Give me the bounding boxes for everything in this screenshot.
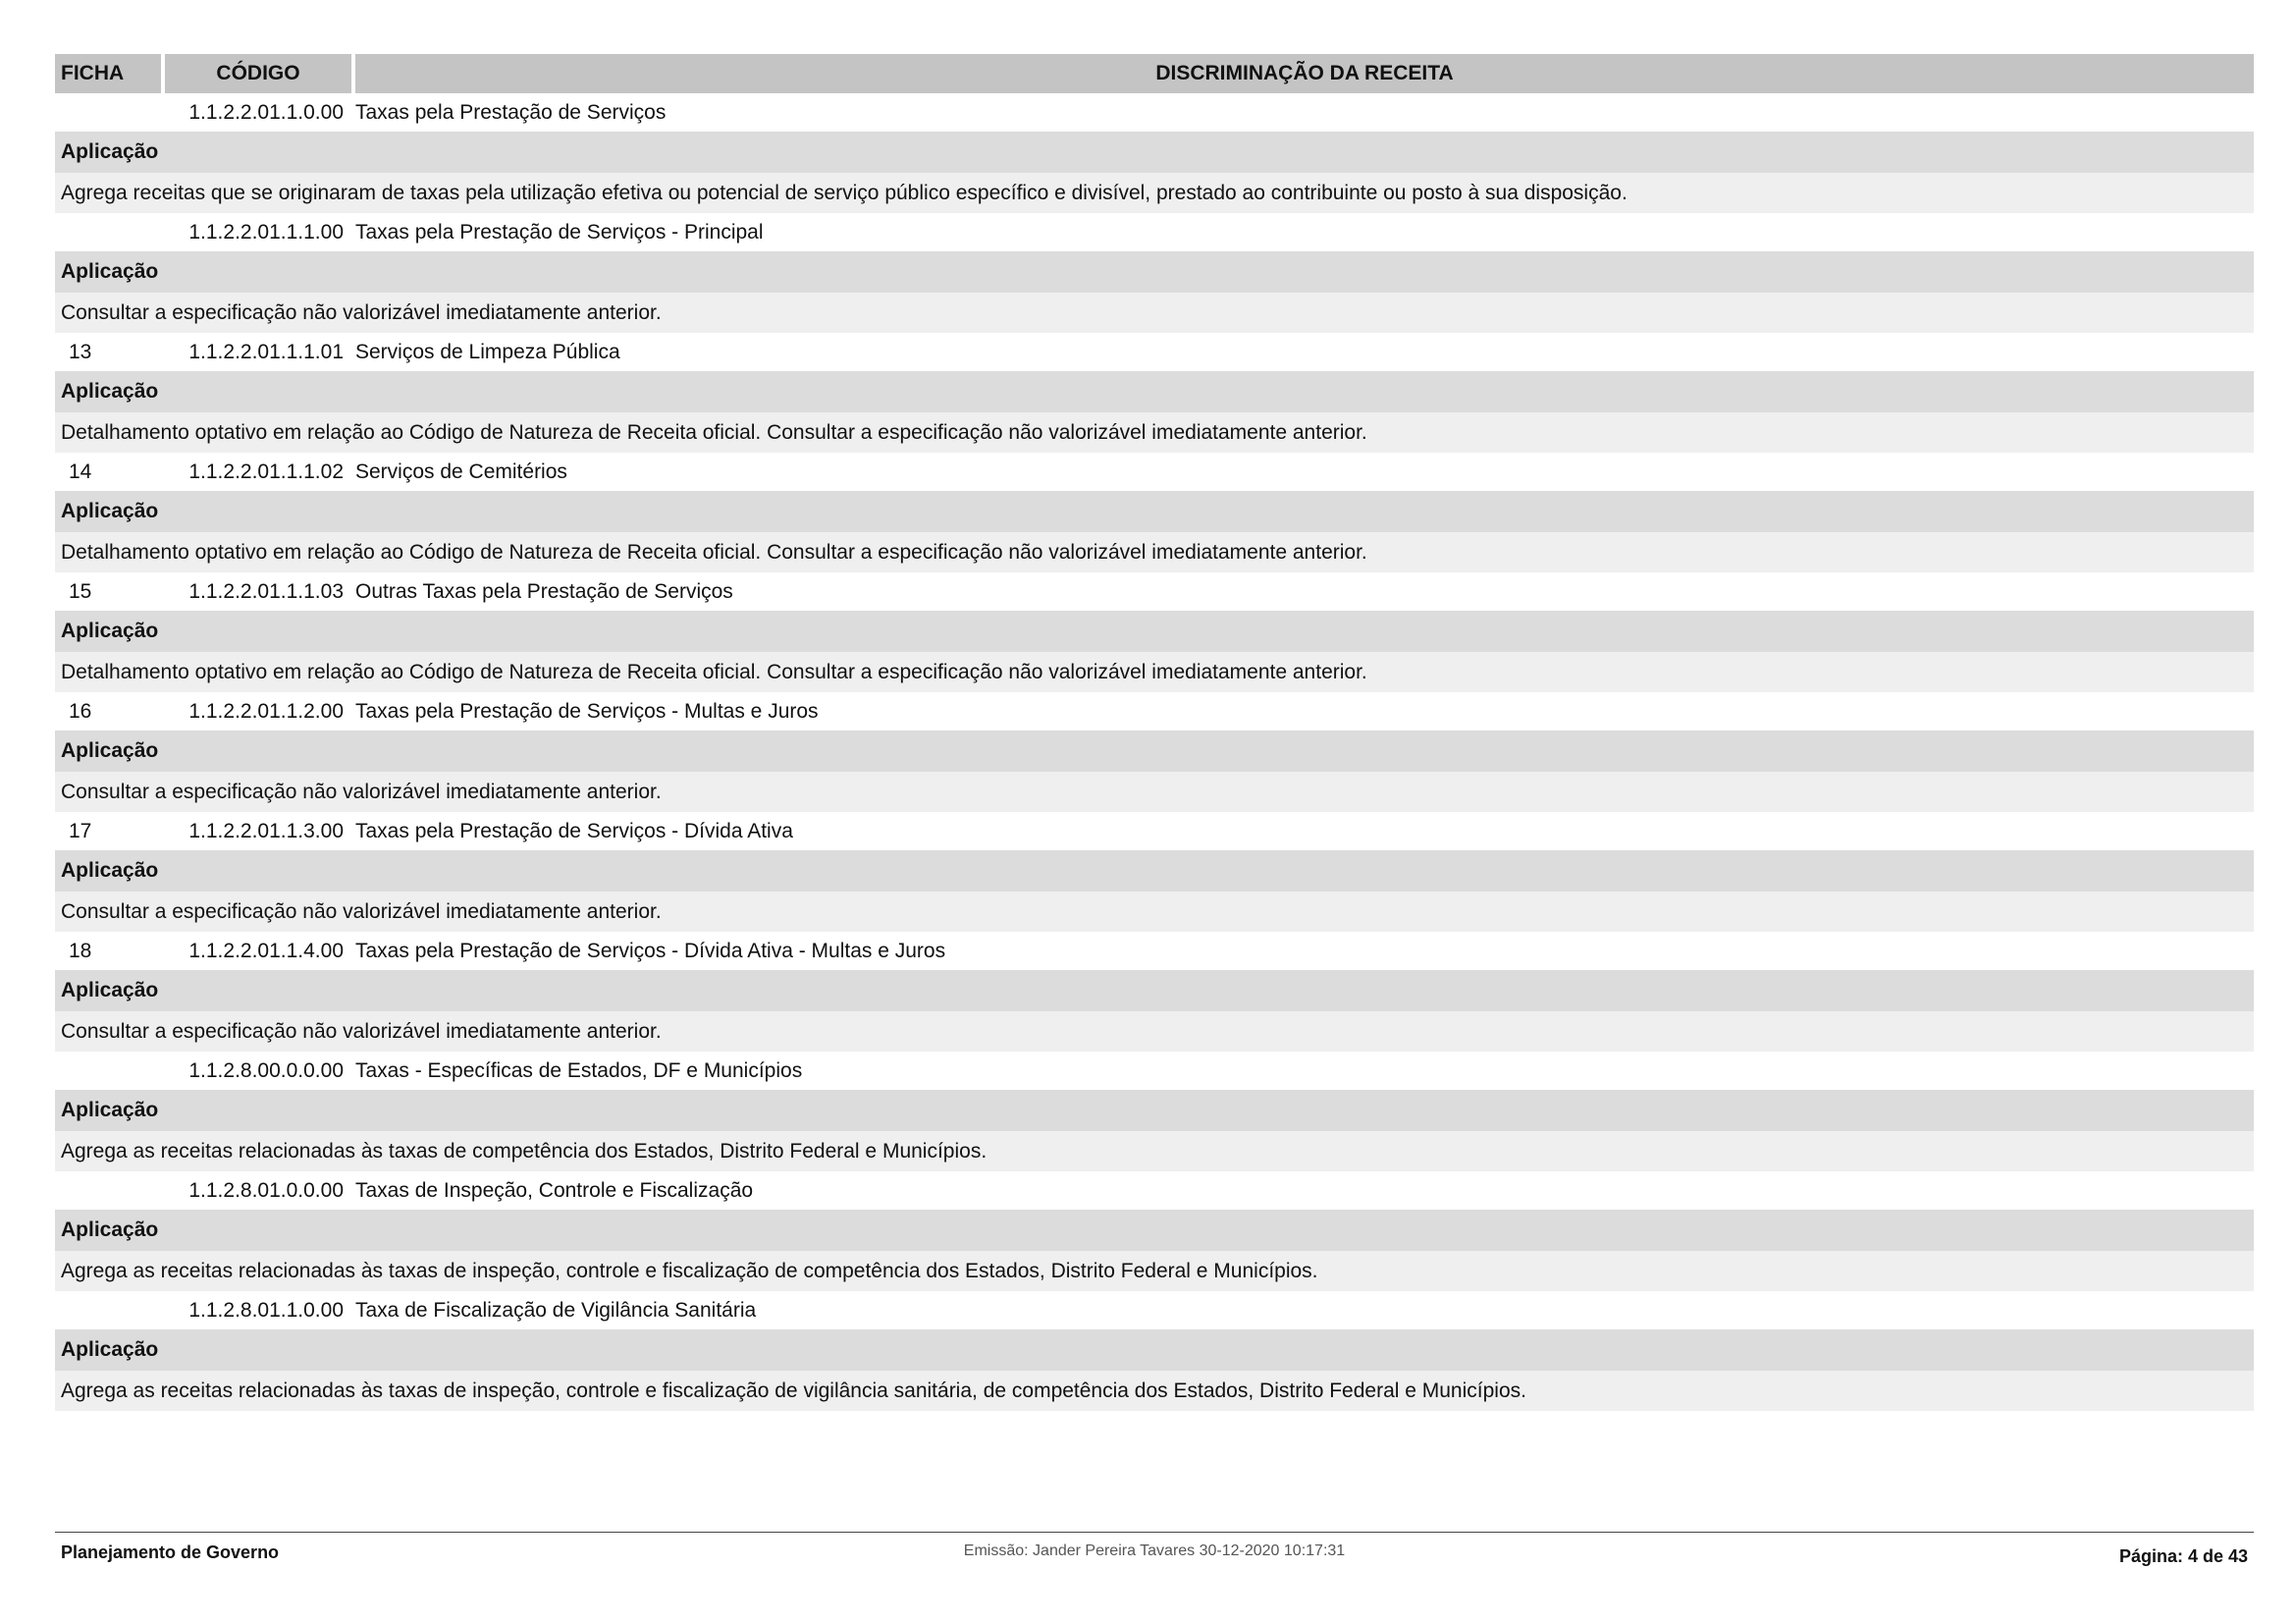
record-ficha: 18	[69, 939, 92, 962]
record-row	[55, 692, 2254, 730]
footer-emission: Emissão: Jander Pereira Tavares 30-12-2020 10:17:31	[963, 1542, 1346, 1559]
revenue-report	[55, 54, 2254, 1411]
record-row	[55, 93, 2254, 132]
aplicacao-text: Agrega receitas que se originaram de taxas pela utilização efetiva ou potencial de serviço público específico e divisível, prestado ao contribuinte ou posto à sua disposição.	[55, 173, 2254, 213]
page-footer	[55, 1532, 2254, 1582]
aplicacao-text: Consultar a especificação não valorizável imediatamente anterior.	[55, 1011, 2254, 1052]
record-codigo: 1.1.2.2.01.1.1.00	[188, 220, 344, 243]
aplicacao-label: Aplicação	[55, 371, 2254, 412]
record-block	[55, 692, 2254, 812]
record-row	[55, 453, 2254, 491]
record-codigo: 1.1.2.2.01.1.3.00	[188, 819, 344, 842]
aplicacao-text: Detalhamento optativo em relação ao Código de Natureza de Receita oficial. Consultar a especificação não valorizável imediatamente anterior.	[55, 652, 2254, 692]
record-block	[55, 453, 2254, 572]
record-codigo: 1.1.2.2.01.1.1.02	[188, 460, 344, 483]
record-block	[55, 333, 2254, 453]
aplicacao-label: Aplicação	[55, 1210, 2254, 1251]
aplicacao-text: Consultar a especificação não valorizável imediatamente anterior.	[55, 892, 2254, 932]
aplicacao-label: Aplicação	[55, 491, 2254, 532]
aplicacao-text: Agrega as receitas relacionadas às taxas de competência dos Estados, Distrito Federal e Municípios.	[55, 1131, 2254, 1171]
record-descricao: Taxas pela Prestação de Serviços - Dívida Ativa - Multas e Juros	[355, 939, 946, 962]
records-list	[55, 93, 2254, 1411]
record-codigo: 1.1.2.2.01.1.1.03	[188, 579, 344, 603]
header-descricao: DISCRIMINAÇÃO DA RECEITA	[1155, 62, 1454, 84]
aplicacao-label: Aplicação	[55, 850, 2254, 892]
record-codigo: 1.1.2.8.01.1.0.00	[188, 1298, 344, 1322]
record-ficha: 17	[69, 819, 92, 842]
record-descricao: Taxas de Inspeção, Controle e Fiscalização	[355, 1178, 754, 1202]
aplicacao-text: Agrega as receitas relacionadas às taxas de inspeção, controle e fiscalização de competência dos Estados, Distrito Federal e Municípios.	[55, 1251, 2254, 1291]
aplicacao-label: Aplicação	[55, 251, 2254, 293]
aplicacao-label: Aplicação	[55, 1329, 2254, 1371]
record-block	[55, 812, 2254, 932]
aplicacao-label: Aplicação	[55, 611, 2254, 652]
aplicacao-text: Consultar a especificação não valorizável imediatamente anterior.	[55, 293, 2254, 333]
record-block	[55, 213, 2254, 333]
aplicacao-label: Aplicação	[55, 1090, 2254, 1131]
table-header	[55, 54, 2254, 93]
record-descricao: Taxas - Específicas de Estados, DF e Municípios	[355, 1058, 803, 1082]
record-descricao: Taxa de Fiscalização de Vigilância Sanitária	[355, 1298, 757, 1322]
record-descricao: Serviços de Limpeza Pública	[355, 340, 620, 363]
record-row	[55, 932, 2254, 970]
record-codigo: 1.1.2.2.01.1.2.00	[188, 699, 344, 723]
aplicacao-label: Aplicação	[55, 730, 2254, 772]
record-descricao: Taxas pela Prestação de Serviços - Multas e Juros	[355, 699, 819, 723]
record-block	[55, 932, 2254, 1052]
footer-page-number: Página: 4 de 43	[2118, 1546, 2248, 1566]
record-row	[55, 333, 2254, 371]
aplicacao-text: Detalhamento optativo em relação ao Código de Natureza de Receita oficial. Consultar a especificação não valorizável imediatamente anterior.	[55, 412, 2254, 453]
record-descricao: Outras Taxas pela Prestação de Serviços	[355, 579, 733, 603]
record-row	[55, 1291, 2254, 1329]
record-row	[55, 572, 2254, 611]
aplicacao-label: Aplicação	[55, 970, 2254, 1011]
record-descricao: Taxas pela Prestação de Serviços - Dívida Ativa	[355, 819, 793, 842]
record-descricao: Taxas pela Prestação de Serviços - Principal	[355, 220, 764, 243]
record-codigo: 1.1.2.2.01.1.4.00	[188, 939, 344, 962]
record-row	[55, 1171, 2254, 1210]
record-descricao: Taxas pela Prestação de Serviços	[355, 100, 667, 124]
record-codigo: 1.1.2.8.00.0.0.00	[188, 1058, 344, 1082]
record-row	[55, 812, 2254, 850]
record-block	[55, 93, 2254, 213]
record-block	[55, 1052, 2254, 1171]
record-row	[55, 213, 2254, 251]
aplicacao-text: Detalhamento optativo em relação ao Código de Natureza de Receita oficial. Consultar a especificação não valorizável imediatamente anterior.	[55, 532, 2254, 572]
aplicacao-text: Agrega as receitas relacionadas às taxas de inspeção, controle e fiscalização de vigilância sanitária, de competência dos Estados, Distrito Federal e Municípios.	[55, 1371, 2254, 1411]
record-codigo: 1.1.2.2.01.1.1.01	[188, 340, 344, 363]
header-codigo: CÓDIGO	[216, 62, 300, 84]
record-ficha: 14	[69, 460, 92, 483]
record-ficha: 15	[69, 579, 92, 603]
record-ficha: 13	[69, 340, 92, 363]
record-ficha: 16	[69, 699, 92, 723]
record-codigo: 1.1.2.2.01.1.0.00	[188, 100, 344, 124]
record-block	[55, 572, 2254, 692]
record-block	[55, 1291, 2254, 1411]
header-ficha: FICHA	[61, 62, 125, 84]
aplicacao-label: Aplicação	[55, 132, 2254, 173]
record-codigo: 1.1.2.8.01.0.0.00	[188, 1178, 344, 1202]
record-block	[55, 1171, 2254, 1291]
record-row	[55, 1052, 2254, 1090]
footer-system-name: Planejamento de Governo	[61, 1542, 280, 1562]
record-descricao: Serviços de Cemitérios	[355, 460, 567, 483]
aplicacao-text: Consultar a especificação não valorizável imediatamente anterior.	[55, 772, 2254, 812]
